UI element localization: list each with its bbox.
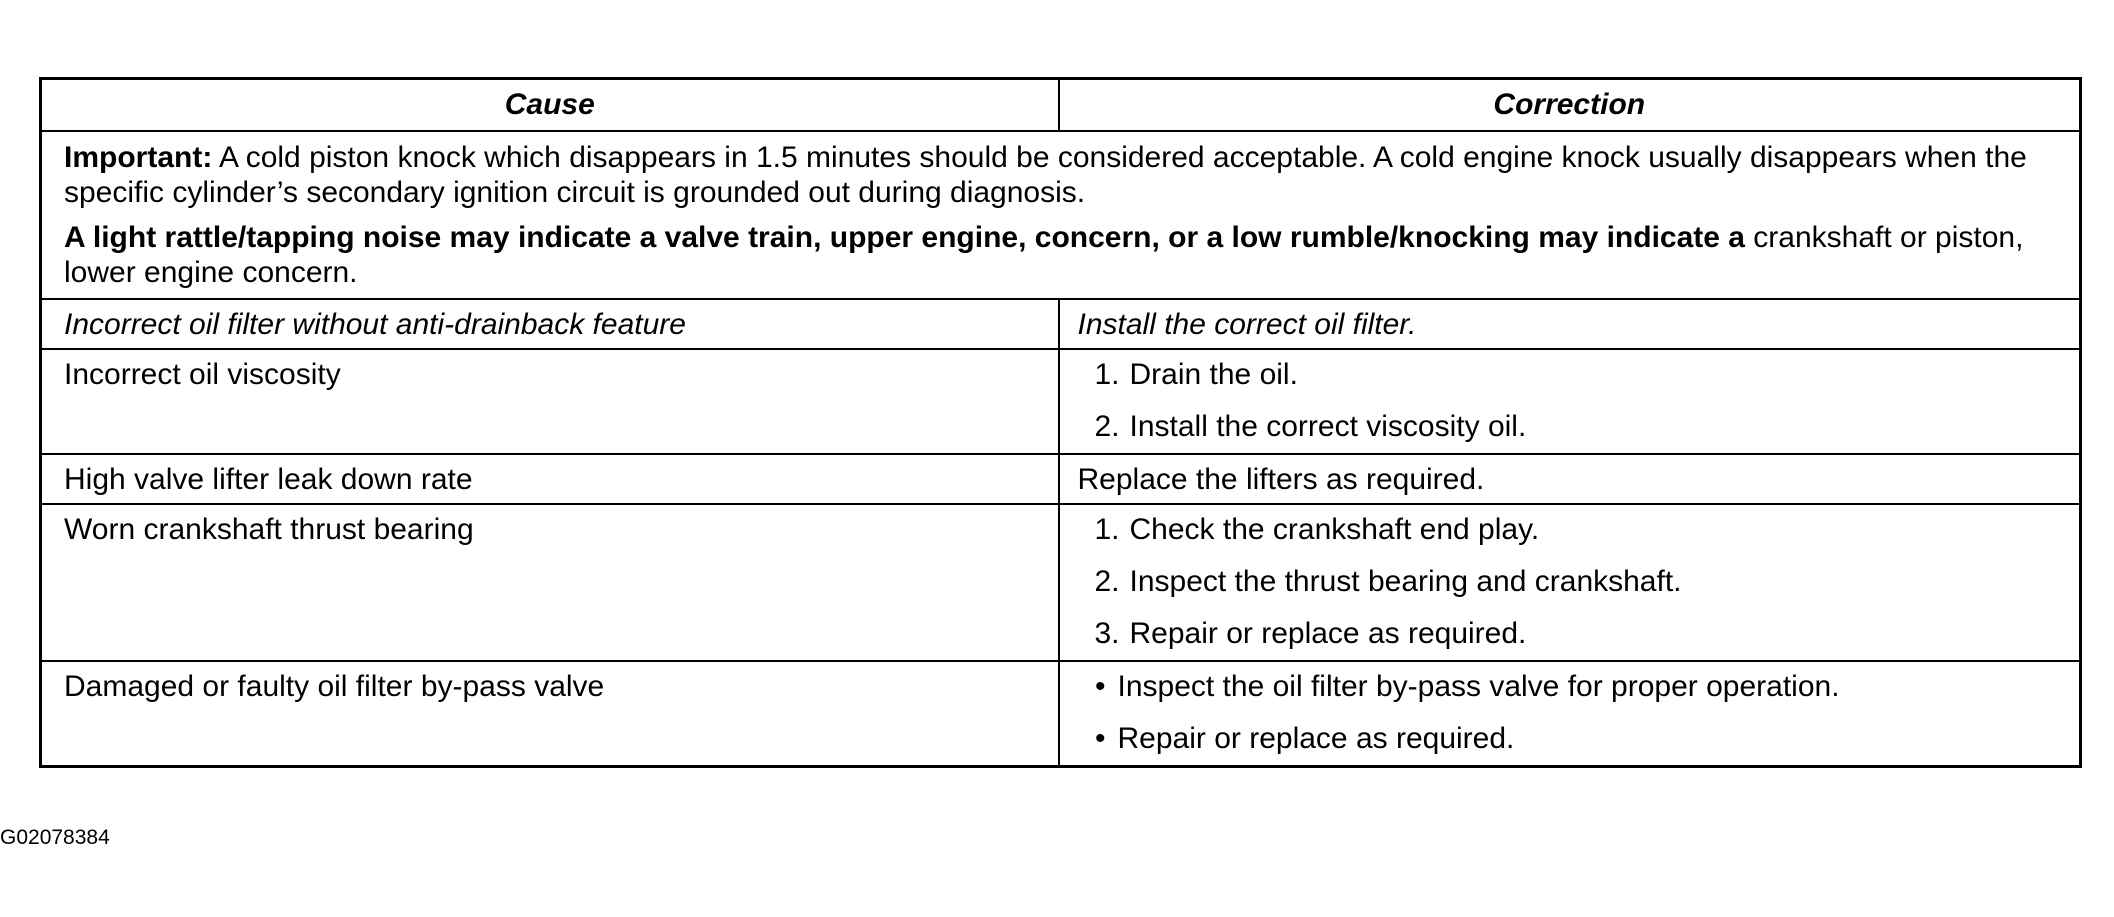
step-list bbox=[1078, 510, 2058, 660]
important-label: Important: bbox=[64, 141, 213, 174]
step-number: 1. bbox=[1094, 358, 1120, 391]
cause-correction-table bbox=[39, 77, 2082, 768]
noise-text-rest: crankshaft or piston, lower engine concern. bbox=[64, 221, 2024, 289]
correction-cell bbox=[1059, 504, 2081, 661]
step-number: 2. bbox=[1094, 410, 1120, 443]
step-text: Install the correct viscosity oil. bbox=[1129, 410, 1527, 443]
step-text: Inspect the thrust bearing and crankshaft. bbox=[1129, 565, 1682, 598]
cause-cell: Worn crankshaft thrust bearing bbox=[41, 504, 1059, 661]
correction-cell bbox=[1059, 661, 2081, 767]
bullet-icon: • bbox=[1094, 722, 1106, 755]
step-number: 3. bbox=[1094, 617, 1120, 650]
list-item bbox=[1078, 614, 2058, 660]
list-item bbox=[1078, 407, 2058, 453]
figure-id: G02078384 bbox=[0, 826, 110, 849]
table-row bbox=[41, 349, 2081, 454]
list-item bbox=[1078, 667, 2058, 719]
table-row bbox=[41, 661, 2081, 767]
correction-cell bbox=[1059, 349, 2081, 454]
list-item bbox=[1078, 562, 2058, 614]
cause-cell: Incorrect oil filter without anti-drainback feature bbox=[41, 299, 1059, 349]
bullet-list bbox=[1078, 667, 2058, 765]
header-row bbox=[41, 79, 2081, 132]
bullet-text: Repair or replace as required. bbox=[1117, 722, 1515, 755]
cause-cell: Damaged or faulty oil filter by-pass valve bbox=[41, 661, 1059, 767]
correction-cell: Replace the lifters as required. bbox=[1059, 454, 2081, 504]
list-item bbox=[1078, 719, 2058, 765]
correction-cell: Install the correct oil filter. bbox=[1059, 299, 2081, 349]
table-row bbox=[41, 454, 2081, 504]
bullet-text: Inspect the oil filter by-pass valve for proper operation. bbox=[1117, 670, 1840, 703]
bullet-icon: • bbox=[1094, 670, 1106, 703]
cause-cell: Incorrect oil viscosity bbox=[41, 349, 1059, 454]
table-row bbox=[41, 504, 2081, 661]
noise-paragraph bbox=[64, 220, 2057, 290]
cause-cell: High valve lifter leak down rate bbox=[41, 454, 1059, 504]
table-row bbox=[41, 299, 2081, 349]
important-paragraph bbox=[64, 140, 2057, 210]
noise-text-bold: A light rattle/tapping noise may indicate a valve train, upper engine, concern, or a low rumble/knocking may indicate a bbox=[64, 221, 1745, 254]
step-text: Check the crankshaft end play. bbox=[1129, 513, 1540, 546]
correction-header: Correction bbox=[1059, 79, 2081, 132]
important-note bbox=[41, 131, 2081, 299]
step-number: 2. bbox=[1094, 565, 1120, 598]
cause-header: Cause bbox=[41, 79, 1059, 132]
step-text: Drain the oil. bbox=[1129, 358, 1298, 391]
step-text: Repair or replace as required. bbox=[1129, 617, 1527, 650]
list-item bbox=[1078, 355, 2058, 407]
important-text: A cold piston knock which disappears in 1.5 minutes should be considered acceptable. A cold engine knock usually disappears when the specific cylinder’s secondary ignition circuit is grounded out during diagnosis. bbox=[64, 141, 2027, 209]
step-number: 1. bbox=[1094, 513, 1120, 546]
step-list bbox=[1078, 355, 2058, 453]
list-item bbox=[1078, 510, 2058, 562]
important-note-row bbox=[41, 131, 2081, 299]
